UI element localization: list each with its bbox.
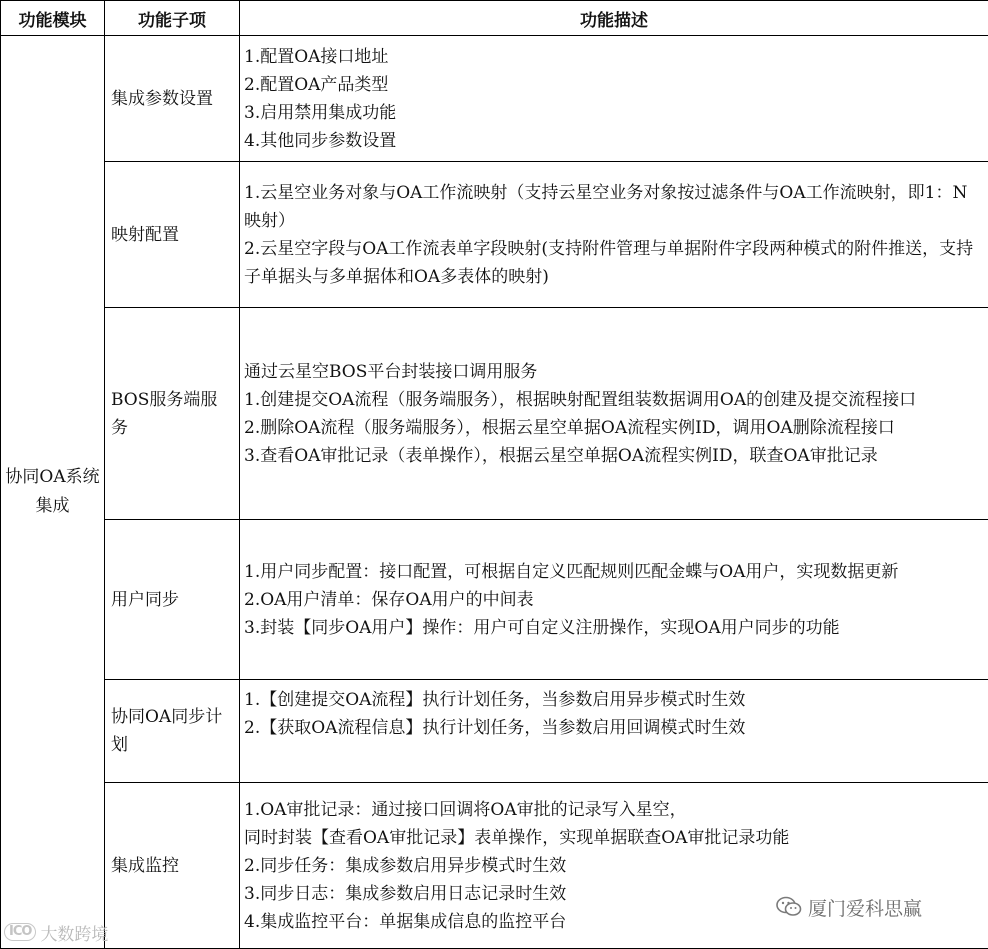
- header-sub-item: 功能子项: [105, 1, 240, 36]
- description-line: 4.集成监控平台：单据集成信息的监控平台: [244, 911, 567, 932]
- description-line: 2.同步任务：集成参数启用异步模式时生效: [244, 855, 567, 876]
- watermark-right: [776, 890, 922, 924]
- sub-item-cell: 集成监控: [105, 783, 240, 949]
- table-row: [1, 680, 988, 783]
- sub-item-cell: BOS服务端服务: [105, 308, 240, 520]
- description-line: 3.启用禁用集成功能: [244, 102, 397, 123]
- sub-item-cell: 映射配置: [105, 162, 240, 308]
- table-row: [1, 36, 988, 162]
- watermark-logo: ICO: [4, 923, 36, 941]
- description-line: 3.查看OA审批记录（表单操作），根据云星空单据OA流程实例ID，联查OA审批记录: [244, 445, 878, 466]
- watermark-right-text: 厦门爱科思赢: [808, 897, 923, 920]
- wechat-icon: [776, 896, 802, 918]
- description-cell: [240, 36, 988, 162]
- description-line: 1.创建提交OA流程（服务端服务），根据映射配置组装数据调用OA的创建及提交流程接口: [244, 389, 917, 410]
- description-cell: [240, 680, 988, 783]
- description-line: 1.OA审批记录：通过接口回调将OA审批的记录写入星空，: [244, 799, 687, 820]
- sub-item-cell: 集成参数设置: [105, 36, 240, 162]
- module-cell: 协同OA系统集成: [1, 36, 105, 949]
- description-line: 1.用户同步配置：接口配置，可根据自定义匹配规则匹配金蝶与OA用户，实现数据更新: [244, 561, 899, 582]
- description-line: 3.同步日志：集成参数启用日志记录时生效: [244, 883, 567, 904]
- description-line: 4.其他同步参数设置: [244, 130, 397, 151]
- description-line: 同时封装【查看OA审批记录】表单操作，实现单据联查OA审批记录功能: [244, 827, 790, 848]
- table-row: [1, 308, 988, 520]
- table-row: [1, 162, 988, 308]
- header-module: 功能模块: [1, 1, 105, 36]
- sub-item-cell: 用户同步: [105, 520, 240, 680]
- description-line: 2.配置OA产品类型: [244, 74, 389, 95]
- description-line: 2.云星空字段与OA工作流表单字段映射(支持附件管理与单据附件字段两种模式的附件推送，支持子单据头与多单据体和OA多表体的映射): [244, 238, 974, 287]
- description-line: 3.封装【同步OA用户】操作：用户可自定义注册操作，实现OA用户同步的功能: [244, 617, 840, 638]
- sub-item-cell: 协同OA同步计划: [105, 680, 240, 783]
- description-line: 通过云星空BOS平台封装接口调用服务: [244, 361, 538, 382]
- description-cell: [240, 520, 988, 680]
- watermark-left: [4, 918, 108, 946]
- table-header-row: [1, 1, 988, 36]
- watermark-left-text: 大数跨境: [40, 924, 109, 945]
- description-line: 1.【创建提交OA流程】执行计划任务，当参数启用异步模式时生效: [244, 690, 746, 710]
- description-line: 2.OA用户清单：保存OA用户的中间表: [244, 589, 534, 610]
- table-row: [1, 520, 988, 680]
- description-cell: [240, 162, 988, 308]
- description-line: 1.云星空业务对象与OA工作流映射（支持云星空业务对象按过滤条件与OA工作流映射，即1：N映射）: [244, 182, 968, 231]
- description-cell: [240, 308, 988, 520]
- description-line: 2.【获取OA流程信息】执行计划任务，当参数启用回调模式时生效: [244, 718, 746, 738]
- header-description: 功能描述: [240, 1, 988, 36]
- description-line: 1.配置OA接口地址: [244, 46, 389, 67]
- description-line: 2.删除OA流程（服务端服务），根据云星空单据OA流程实例ID，调用OA删除流程接口: [244, 417, 895, 438]
